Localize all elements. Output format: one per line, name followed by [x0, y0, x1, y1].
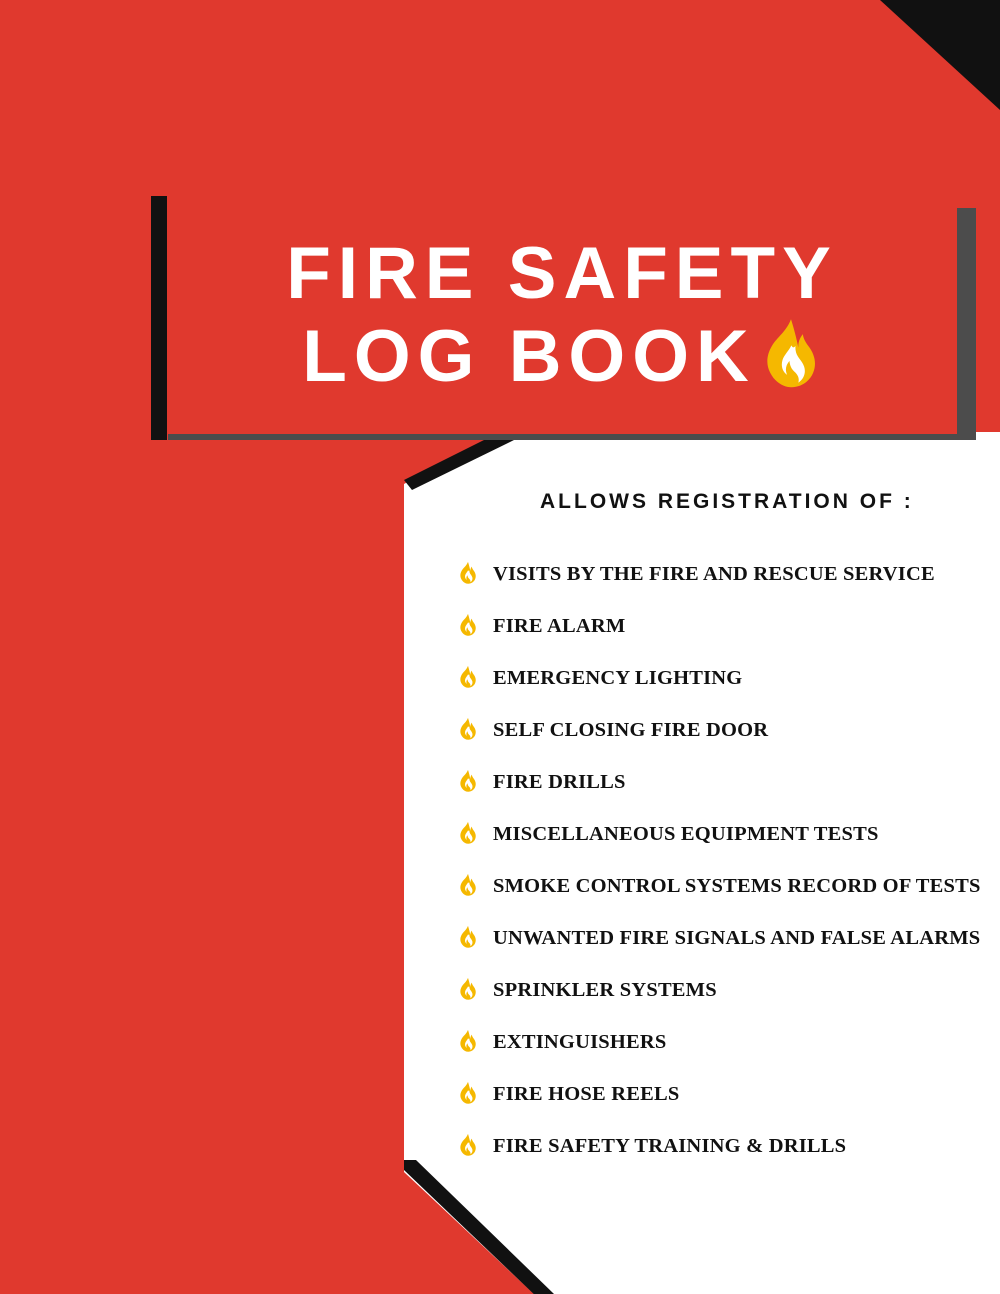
page-title-line-1: FIRE SAFETY [286, 232, 838, 314]
list-item-label: FIRE DRILLS [493, 770, 626, 793]
flame-icon [455, 561, 481, 587]
list-heading: ALLOWS REGISTRATION OF : [540, 490, 914, 513]
list-item [455, 912, 985, 964]
page-title-line-2: LOG BOOK [302, 316, 756, 397]
list-item-label: EMERGENCY LIGHTING [493, 666, 743, 689]
flame-icon [455, 873, 481, 899]
title-block [167, 196, 957, 434]
registration-list [455, 548, 985, 1172]
list-item-label: SELF CLOSING FIRE DOOR [493, 718, 769, 741]
flame-icon [455, 665, 481, 691]
flame-icon [455, 925, 481, 951]
list-item [455, 1016, 985, 1068]
flame-icon [455, 717, 481, 743]
list-item [455, 652, 985, 704]
list-item [455, 860, 985, 912]
list-item [455, 756, 985, 808]
list-item-label: FIRE HOSE REELS [493, 1082, 680, 1105]
list-item-label: SMOKE CONTROL SYSTEMS RECORD OF TESTS [493, 874, 981, 897]
list-item [455, 548, 985, 600]
page-title-line-2-row [302, 315, 821, 398]
list-item-label: FIRE SAFETY TRAINING & DRILLS [493, 1134, 847, 1157]
list-item-label: UNWANTED FIRE SIGNALS AND FALSE ALARMS [493, 926, 981, 949]
flame-icon [455, 769, 481, 795]
list-item-label: SPRINKLER SYSTEMS [493, 978, 717, 1001]
list-item [455, 704, 985, 756]
flame-icon [760, 318, 822, 396]
flame-icon [455, 977, 481, 1003]
list-item [455, 1120, 985, 1172]
flame-icon [455, 1133, 481, 1159]
list-item [455, 600, 985, 652]
flame-icon [455, 613, 481, 639]
list-item-label: MISCELLANEOUS EQUIPMENT TESTS [493, 822, 879, 845]
flame-icon [455, 1029, 481, 1055]
flame-icon [455, 1081, 481, 1107]
list-item [455, 808, 985, 860]
list-item [455, 964, 985, 1016]
list-item [455, 1068, 985, 1120]
flame-icon [455, 821, 481, 847]
title-left-bar [151, 196, 167, 440]
list-item-label: EXTINGUISHERS [493, 1030, 667, 1053]
list-item-label: FIRE ALARM [493, 614, 626, 637]
list-item-label: VISITS BY THE FIRE AND RESCUE SERVICE [493, 562, 935, 585]
